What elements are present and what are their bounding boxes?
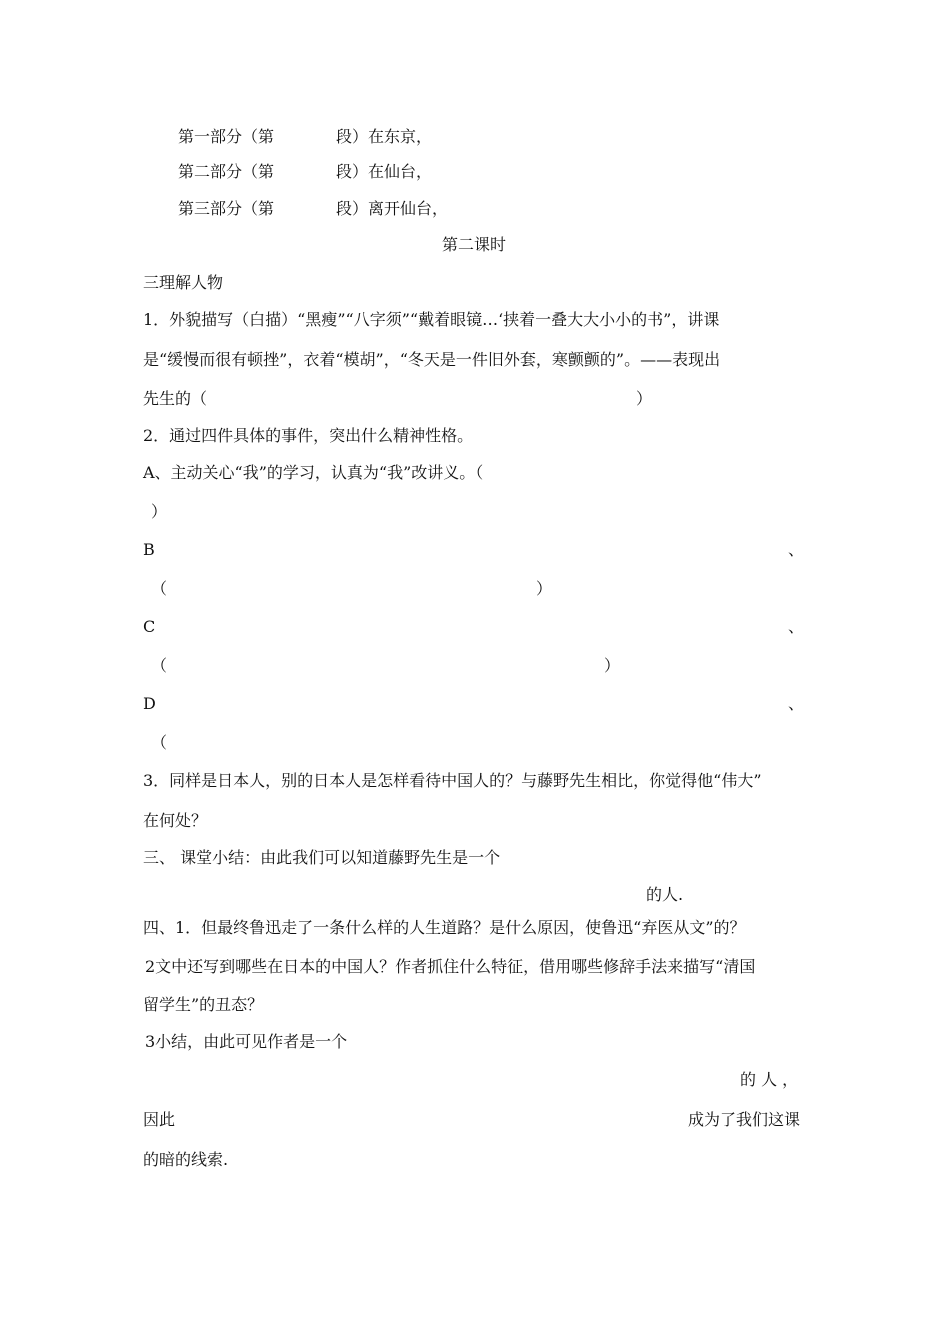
item-b-comma: 、 [788, 540, 805, 559]
part1-line [178, 127, 274, 147]
part3-tail: 段）离开仙台， [336, 199, 449, 218]
q1-line1: 1．外貌描写（白描）“黑瘦”“八字须”“戴着眼镜…‘挟着一叠大大小小的书”，讲课 [143, 310, 720, 329]
q3-line1: 3．同样是日本人，别的日本人是怎样看待中国人的？与藤野先生相比，你觉得他“伟大” [143, 771, 762, 790]
part4-q3-line1: 3小结，由此可见作者是一个 [145, 1032, 348, 1051]
section-title: 第二课时 [442, 235, 507, 254]
part2-line [178, 162, 274, 182]
item-c-open: （ [151, 656, 168, 675]
part2-tail: 段）在仙台， [336, 162, 433, 181]
item-d-comma: 、 [788, 694, 805, 713]
item-b-letter: B [143, 540, 155, 559]
item-c-letter: C [143, 617, 156, 636]
part3-label: 第三部分（第 [178, 199, 275, 218]
part3-line [178, 199, 274, 219]
item-c-close: ） [604, 656, 621, 675]
item-c-comma: 、 [788, 617, 805, 636]
q3-line2: 在何处？ [143, 811, 208, 830]
part1-tail: 段）在东京， [336, 127, 433, 146]
part1-label: 第一部分（第 [178, 127, 275, 146]
summary-line1: 三、 课堂小结：由此我们可以知道藤野先生是一个 [143, 848, 501, 867]
item-b-close: ） [536, 579, 553, 598]
part4-q3-line4: 的暗的线索. [143, 1150, 229, 1169]
part2-label: 第二部分（第 [178, 162, 275, 181]
q1-line3-close: ） [636, 389, 653, 408]
item-b-open: （ [151, 579, 168, 598]
part4-q3-line3-end: 成为了我们这课 [688, 1110, 801, 1129]
summary-line2: 的人. [646, 885, 684, 904]
part4-q3-line3-start: 因此 [143, 1110, 176, 1129]
q2-line: 2．通过四件具体的事件，突出什么精神性格。 [143, 426, 474, 445]
q1-line3-start: 先生的（ [143, 389, 208, 408]
part4-q3-line2: 的 人 ， [740, 1070, 799, 1089]
part4-q2-line1: 2文中还写到哪些在日本的中国人？作者抓住什么特征，借用哪些修辞手法来描写“清国 [145, 957, 756, 976]
item-d-open: （ [151, 733, 168, 752]
part4-q2-line2: 留学生”的丑态？ [143, 995, 264, 1014]
understand-heading: 三理解人物 [143, 273, 224, 292]
part4-q1: 四、1．但最终鲁迅走了一条什么样的人生道路？是什么原因，使鲁迅“弃医从文”的？ [143, 918, 746, 937]
item-d-letter: D [143, 694, 156, 713]
item-a-line: A、主动关心“我”的学习，认真为“我”改讲义。（ [143, 463, 484, 482]
q1-line2: 是“缓慢而很有顿挫”，衣着“模胡”，“冬天是一件旧外套，寒颤颤的”。——表现出 [143, 350, 721, 369]
item-a-close: ） [151, 502, 168, 521]
